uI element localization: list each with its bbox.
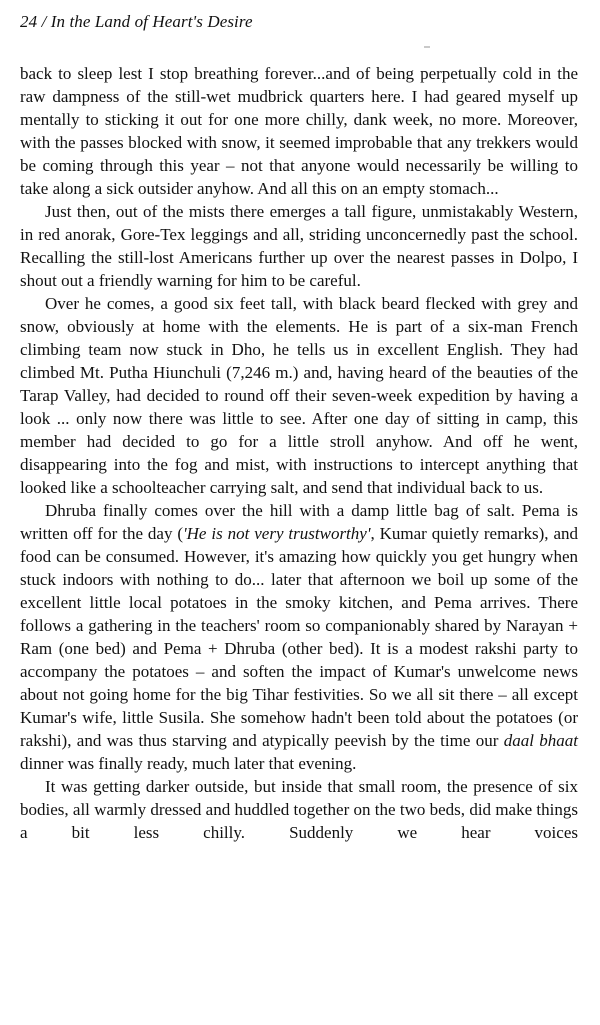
paragraph-2-text: Just then, out of the mists there emerges a tall figure, unmistakably Western, in red anorak, Gore-Tex leggings and all, striding unconcernedly past the school. Recalling the still-lost Americans further up over the nearest passes in Dolpo, I shout out a friendly warning for him to be careful. xyxy=(20,202,578,290)
body-text xyxy=(20,62,578,844)
paragraph-2 xyxy=(20,200,578,292)
page-number: 24 xyxy=(20,12,38,31)
paragraph-5-text: It was getting darker outside, but inside that small room, the presence of six bodies, all warmly dressed and huddled together on the two beds, did make things a bit less chilly. Suddenly we hear voices xyxy=(20,777,578,842)
paragraph-4-text-b: , Kumar quietly remarks), and food can be consumed. However, it's amazing how quickly you get hungry when stuck indoors with nothing to do... later that afternoon we boil up some of the excellent little local potatoes in the smoky kitchen, and Pema arrives. There follows a gathering in the teachers' room so companionably shared by Narayan + Ram (one bed) and Pema + Dhruba (other bed). It is a modest rakshi party to accompany the potatoes – and soften the impact of Kumar's unwelcome news about not going home for the big Tihar festivities. So we all sit there – all except Kumar's wife, little Susila. She somehow hadn't been told about the potatoes (or rakshi), and was thus starving and atypically peevish by the time our xyxy=(20,524,578,750)
paragraph-1 xyxy=(20,62,578,200)
paragraph-4 xyxy=(20,499,578,775)
paragraph-3-text: Over he comes, a good six feet tall, with black beard flecked with grey and snow, obviously at home with the elements. He is part of a six-man French climbing team now stuck in Dho, he tells us in excellent English. They had climbed Mt. Putha Hiunchuli (7,246 m.) and, having heard of the beauties of the Tarap Valley, had decided to round off their seven-week expedition by having a look ... only now there was little to see. After one day of sitting in camp, this member had decided to go for a little stroll anyhow. And off he went, disappearing into the fog and mist, with instructions to intercept anything that looked like a schoolteacher carrying salt, and send that individual back to us. xyxy=(20,294,578,497)
header-separator: / xyxy=(41,12,47,31)
paragraph-1-text: back to sleep lest I stop breathing forever...and of being perpetually cold in the raw dampness of the still-wet mudbrick quarters here. I had geared myself up mentally to sticking it out for one more chilly, dank week, no more. Moreover, with the passes blocked with snow, it seemed improbable that any trekkers would be coming through this year – not that anyone would necessarily be willing to take along a sick outsider anyhow. And all this on an empty stomach... xyxy=(20,64,578,198)
running-title: In the Land of Heart's Desire xyxy=(50,12,253,31)
running-head xyxy=(20,10,578,34)
paragraph-4-dish-name: daal bhaat xyxy=(503,731,578,750)
paragraph-4-text-a: Dhruba finally comes over the hill with a damp little bag of salt. Pema is written off for the day ( xyxy=(20,501,578,543)
book-page xyxy=(20,10,578,844)
paragraph-5 xyxy=(20,775,578,844)
paragraph-3 xyxy=(20,292,578,499)
paragraph-4-text-c: dinner was finally ready, much later that evening. xyxy=(20,754,357,773)
paragraph-4-quote: 'He is not very trustworthy' xyxy=(183,524,371,543)
